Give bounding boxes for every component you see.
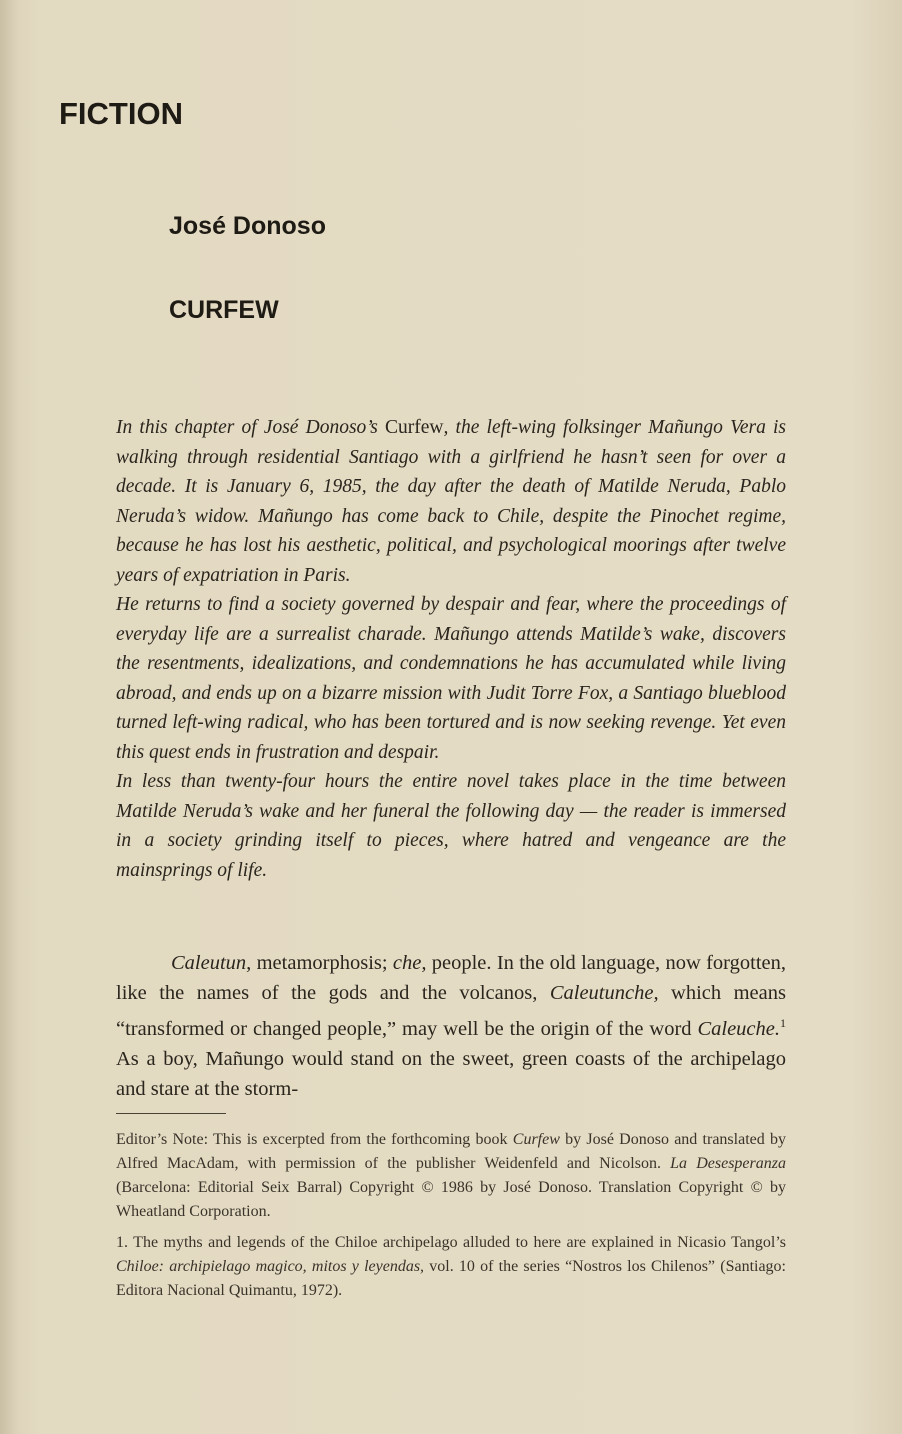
- footnote-divider: [116, 1113, 226, 1114]
- author-name: José Donoso: [169, 212, 326, 240]
- intro-paragraph-1: In this chapter of José Donoso’s Curfew, the left-wing folksinger Mañungo Vera is walking through residential Santiago with a girlfriend he hasn’t seen for over a decade. It is January 6, 1985, the day after the death of Matilde Neruda, Pablo Neruda’s widow. Mañungo has come back to Chile, despite the Pinochet regime, because he has lost his aesthetic, political, and psychological moorings after twelve years of expatriation in Paris.: [116, 417, 787, 586]
- intro-paragraph-3: In less than twenty-four hours the entire novel takes place in the time between Matilde Neruda’s wake and her funeral the following day — the reader is immersed in a society grinding itself to pieces, where hatred and vengeance are the mainsprings of life.: [116, 771, 786, 881]
- body-paragraph: Caleutun, metamorphosis; che, people. In the old language, now forgotten, like the names of the gods and the volcanos, Caleutunche, which means “transformed or changed people,” may well be the origin of the word Caleuche.$^1$ As a boy, Mañungo would stand on the sweet, green coasts of the archipelago and stare at the storm-: [116, 952, 786, 1100]
- editors-note: Editor’s Note: This is excerpted from the forthcoming book Curfew by José Donoso and translated by Alfred MacAdam, with permission of the publisher Weidenfeld and Nicolson. La Desesperanza (Barcelona: Editorial Seix Barral) Copyright © 1986 by José Donoso. Translation Copyright © by Wheatland Corporation.: [116, 1131, 786, 1220]
- footnote-marker: 1: [780, 1016, 786, 1030]
- story-title: CURFEW: [169, 296, 279, 324]
- story-body: [116, 948, 786, 1104]
- footnotes: [116, 1128, 786, 1310]
- section-title: FICTION: [59, 96, 183, 131]
- footnote-1: 1. The myths and legends of the Chiloe archipelago alluded to here are explained in Nicasio Tangol’s Chiloe: archipielago magico, mitos y leyendas, vol. 10 of the series “Nostros los Chilenos” (Santiago: Editora Nacional Quimantu, 1972).: [116, 1234, 787, 1299]
- intro-summary: [116, 413, 786, 885]
- intro-paragraph-2: He returns to find a society governed by despair and fear, where the proceedings of everyday life are a surrealist charade. Mañungo attends Matilde’s wake, discovers the resentments, idealizations, and condemnations he has accumulated while living abroad, and ends up on a bizarre mission with Judit Torre Fox, a Santiago blueblood turned left-wing radical, who has been tortured and is now seeking revenge. Yet even this quest ends in frustration and despair.: [116, 594, 786, 763]
- book-title: Curfew: [385, 417, 444, 438]
